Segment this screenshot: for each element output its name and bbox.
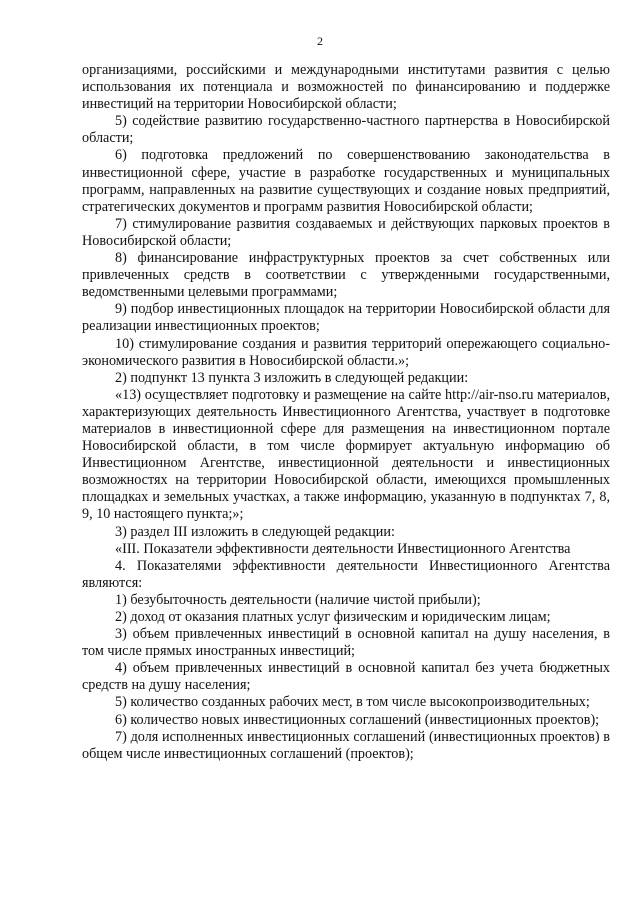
paragraph: 9) подбор инвестиционных площадок на территории Новосибирской области для реализации инвестиционных проектов; xyxy=(82,301,610,335)
paragraph: 6) подготовка предложений по совершенствованию законодательства в инвестиционной сфере, участие в разработке государственных и муниципальных программ, направленных на развитие существующих и создание новых предприятий, стратегических документов и программ развития Новосибирской области; xyxy=(82,147,610,215)
paragraph: «13) осуществляет подготовку и размещение на сайте http://air-nso.ru материалов, характеризующих деятельность Инвестиционного Агентства, участвует в подготовке материалов в инвестиционной сфере для размещения на инвестиционном портале Новосибирской области, в том числе формирует актуальную информацию об Инвестиционном Агентстве, инвестиционной деятельности и инвестиционных возможностях на территории Новосибирской области, имеющихся промышленных площадках и земельных участках, а также информацию, указанную в подпунктах 7, 8, 9, 10 настоящего пункта;»; xyxy=(82,386,610,523)
list-item: 7) доля исполненных инвестиционных соглашений (инвестиционных проектов) в общем числе инвестиционных соглашений (проектов); xyxy=(82,728,610,762)
section-heading: «III. Показатели эффективности деятельности Инвестиционного Агентства xyxy=(115,540,571,557)
list-item: 5) количество созданных рабочих мест, в том числе высокопроизводительных; xyxy=(115,694,590,711)
paragraph: 7) стимулирование развития создаваемых и действующих парковых проектов в Новосибирской области; xyxy=(82,215,610,249)
list-item: 6) количество новых инвестиционных соглашений (инвестиционных проектов); xyxy=(115,711,600,728)
list-item: 2) доход от оказания платных услуг физическим и юридическим лицам; xyxy=(115,609,551,625)
paragraph: 5) содействие развитию государственно-частного партнерства в Новосибирской области; xyxy=(82,113,610,147)
paragraph: организациями, российскими и международными институтами развития с целью использования их потенциала и возможностей по финансированию и поддержке инвестиций на территории Новосибирской области; xyxy=(82,62,610,113)
list-item: 3) объем привлеченных инвестиций в основной капитал на душу населения, в том числе прямых иностранных инвестиций; xyxy=(82,626,610,660)
list-item: 4) объем привлеченных инвестиций в основной капитал без учета бюджетных средств на душу населения; xyxy=(82,660,610,694)
paragraph: 2) подпункт 13 пункта 3 изложить в следующей редакции: xyxy=(115,369,469,386)
document-body xyxy=(82,62,610,763)
list-item: 1) безубыточность деятельности (наличие чистой прибыли); xyxy=(115,591,481,608)
paragraph: 8) финансирование инфраструктурных проектов за счет собственных или привлеченных средств в соответствии с утвержденными государственными, ведомственными целевыми программами; xyxy=(82,250,610,301)
paragraph: 4. Показателями эффективности деятельности Инвестиционного Агентства являются: xyxy=(82,557,610,591)
paragraph: 3) раздел III изложить в следующей редакции: xyxy=(115,523,395,540)
paragraph: 10) стимулирование создания и развития территорий опережающего социально-экономического развития в Новосибирской области.»; xyxy=(82,335,610,369)
page-number: 2 xyxy=(317,34,323,48)
